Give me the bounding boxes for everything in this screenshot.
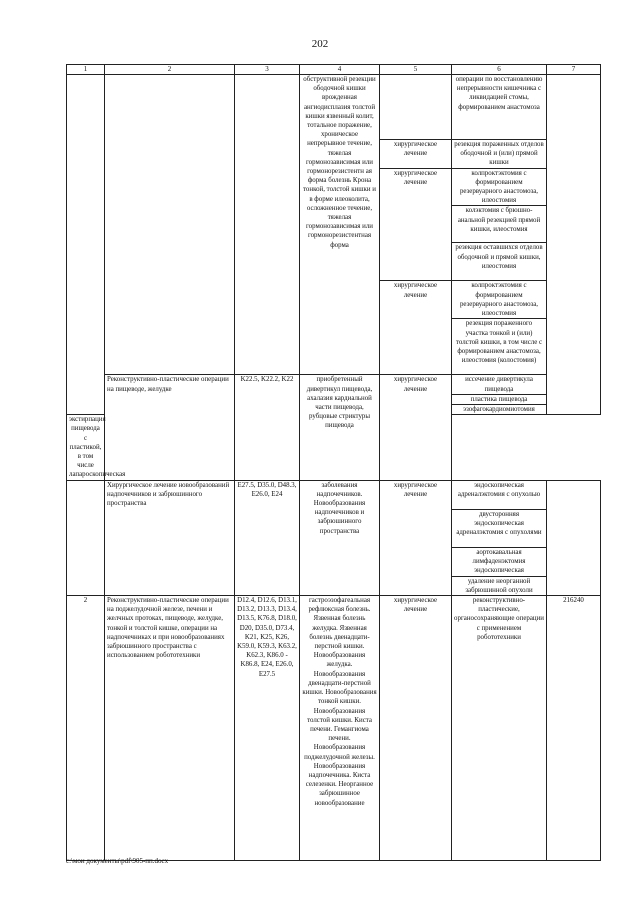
method-cell: пластика пищевода: [452, 394, 547, 404]
cost-cell: 216240: [547, 596, 601, 861]
method-cell: экстирпация пищевода с пластикой, в том числе лапароскопическая: [67, 415, 105, 480]
procedure-group-cell: Реконструктивно-пластические операции на поджелудочной железе, печени и желчных протоках, пищеводе, желудке, тонкой и толстой кишке, операции на надпочечниках и при новообразованиях забрюшинного пространства с использованием робототехники: [105, 596, 235, 861]
table-row: [67, 596, 601, 861]
treatment-cell: [380, 75, 452, 140]
header-cell-5: 5: [380, 65, 452, 75]
file-path-footer: c:\мои документы\pdf\905-пп.docx: [66, 857, 169, 865]
procedure-group-cell: Реконструктивно-пластические операции на пищеводе, желудке: [105, 375, 235, 480]
cell-empty: [105, 75, 235, 375]
method-cell: резекция оставшихся отделов ободочной и прямой кишки, илеостомия: [452, 243, 547, 281]
method-cell: удаление неорганной забрюшинной опухоли: [452, 576, 547, 595]
cell-empty: [67, 480, 105, 595]
table-row: [67, 480, 601, 509]
method-cell: эзофагокардиомиотомия: [452, 405, 547, 415]
method-cell: двусторонняя эндоскопическая адреналэктомия с опухолями: [452, 509, 547, 547]
table-row: [67, 75, 601, 140]
method-cell: иссечение дивертикула пищевода: [452, 375, 547, 394]
diagnosis-cell: гастроэзофагеальная рефлюксная болезнь. Язвенная болезнь желудка. Язвенная болезнь двенадцати-перстной кишки. Новообразования желудка. Новообразования двенадцати-перстной кишки. Новообразования тонкой кишки. Новообразования толстой кишки. Киста печени. Гемангиома печени. Новообразования поджелудочной железы. Новообразования надпочечника. Киста селезенки. Неорганное забрюшинное новообразование: [300, 596, 380, 861]
icd-codes-cell: E27.5, D35.0, D48.3, E26.0, E24: [235, 480, 300, 595]
method-cell: колпроктэктомия с формированием резервуарного анастомоза, илеостомия: [452, 281, 547, 319]
cell-empty: [67, 75, 105, 415]
icd-codes-cell: K22.5, K22.2, K22: [235, 375, 300, 480]
treatment-cell: хирургическое лечение: [380, 140, 452, 169]
treatment-cell: хирургическое лечение: [380, 596, 452, 861]
cell-empty: [547, 75, 601, 415]
method-cell: резекция пораженного участка тонкой и (или) толстой кишки, в том числе с формированием анастомоза, илеостомия (колостомия): [452, 319, 547, 375]
treatment-cell: хирургическое лечение: [380, 168, 452, 281]
header-cell-7: 7: [547, 65, 601, 75]
method-cell: резекция пораженных отделов ободочной и (или) прямой кишки: [452, 140, 547, 169]
header-cell-3: 3: [235, 65, 300, 75]
procedures-table: [66, 64, 601, 861]
diagnosis-cell: приобретенный дивертикул пищевода, ахалазия кардиальной части пищевода, рубцовые стриктуры пищевода: [300, 375, 380, 480]
treatment-cell: хирургическое лечение: [380, 375, 452, 480]
header-cell-4: 4: [300, 65, 380, 75]
icd-codes-cell: D12.4, D12.6, D13.1, D13.2, D13.3, D13.4, D13.5, K76.8, D18.0, D20, D35.0, D73.4, K21, K25, K26, K59.0, K59.3, K63.2, K62.3, K86.0 - K86.8, E24, E26.0, E27.5: [235, 596, 300, 861]
group-number-cell: 2: [67, 596, 105, 861]
method-cell: колпроктэктомия с формированием резервуарного анастомоза, илеостомия: [452, 168, 547, 206]
cell-empty: [235, 75, 300, 375]
page-number: 202: [311, 38, 329, 50]
method-cell: эндоскопическая адреналэктомия с опухолью: [452, 480, 547, 509]
method-cell: операции по восстановлению непрерывности кишечника с ликвидацией стомы, формированием анастомоза: [452, 75, 547, 140]
cell-empty: [547, 480, 601, 595]
diagnosis-cell: заболевания надпочечников. Новообразования надпочечников и забрюшинного пространства: [300, 480, 380, 595]
header-cell-1: 1: [67, 65, 105, 75]
header-row: [67, 65, 601, 75]
treatment-cell: хирургическое лечение: [380, 281, 452, 375]
table-row: [67, 375, 601, 394]
treatment-cell: хирургическое лечение: [380, 480, 452, 595]
procedure-group-cell: Хирургическое лечение новообразований надпочечников и забрюшинного пространства: [105, 480, 235, 595]
diagnosis-cell: обструктивной резекции ободочной кишки врожденная ангиодисплазия толстой кишки язвенный колит, тотальное поражение, хроническое непрерывное течение, тяжелая гормонозависимая или гормонорезистентн ая форма болезнь Крона тонкой, толстой кишки и в форме илеоколита, осложненное течение, тяжелая гормонозависимая или гормонорезистентная форма: [300, 75, 380, 375]
header-cell-2: 2: [105, 65, 235, 75]
method-cell: реконструктивно-пластические, органосохраняющие операции с применением робототехники: [452, 596, 547, 861]
method-cell: колэктомия с брюшно-анальной резекцией прямой кишки, илеостомия: [452, 206, 547, 243]
header-cell-6: 6: [452, 65, 547, 75]
method-cell: аортокавальная лимфаденэктомия эндоскопическая: [452, 547, 547, 576]
